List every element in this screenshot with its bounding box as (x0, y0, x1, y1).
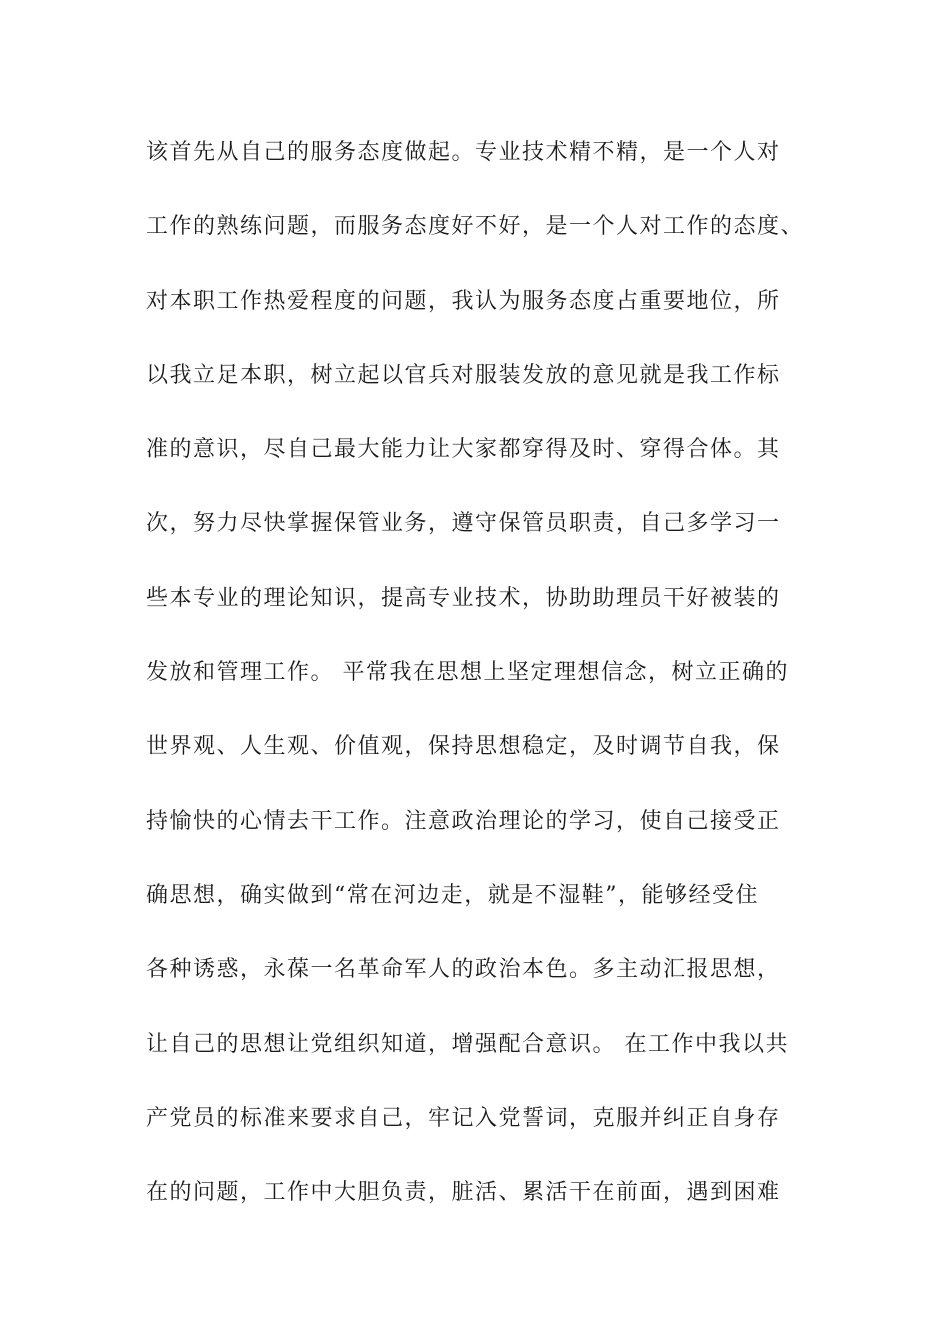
text-line-10: 持愉快的心情去干工作。注意政治理论的学习，使自己接受正 (146, 808, 781, 834)
text-line-8: 发放和管理工作。 平常我在思想上坚定理想信念，树立正确的 (146, 660, 789, 686)
text-line-12: 各种诱惑，永葆一名革命军人的政治本色。多主动汇报思想， (146, 957, 781, 983)
text-line-6: 次，努力尽快掌握保管业务，遵守保管员职责，自己多学习一 (146, 511, 781, 537)
text-line-2: 工作的熟练问题，而服务态度好不好，是一个人对工作的态度、 (146, 214, 805, 240)
text-line-5: 准的意识，尽自己最大能力让大家都穿得及时、穿得合体。其 (146, 437, 781, 463)
text-line-9: 世界观、人生观、价值观，保持思想稳定，及时调节自我，保 (146, 734, 781, 760)
text-line-11: 确思想，确实做到“常在河边走，就是不湿鞋”，能够经受住 (146, 882, 759, 908)
body-text (146, 133, 846, 1247)
text-line-14: 产党员的标准来要求自己，牢记入党誓词，克服并纠正自身存 (146, 1105, 781, 1131)
text-line-15: 在的问题，工作中大胆负责，脏活、累活干在前面，遇到困难 (146, 1180, 781, 1206)
text-line-1: 该首先从自己的服务态度做起。专业技术精不精，是一个人对 (146, 140, 781, 165)
text-line-13: 让自己的思想让党组织知道，增强配合意识。 在工作中我以共 (146, 1031, 789, 1057)
text-line-3: 对本职工作热爱程度的问题，我认为服务态度占重要地位，所 (146, 288, 781, 314)
text-line-7: 些本专业的理论知识，提高专业技术，协助助理员干好被装的 (146, 585, 781, 611)
text-line-4: 以我立足本职，树立起以官兵对服装发放的意见就是我工作标 (146, 362, 781, 388)
